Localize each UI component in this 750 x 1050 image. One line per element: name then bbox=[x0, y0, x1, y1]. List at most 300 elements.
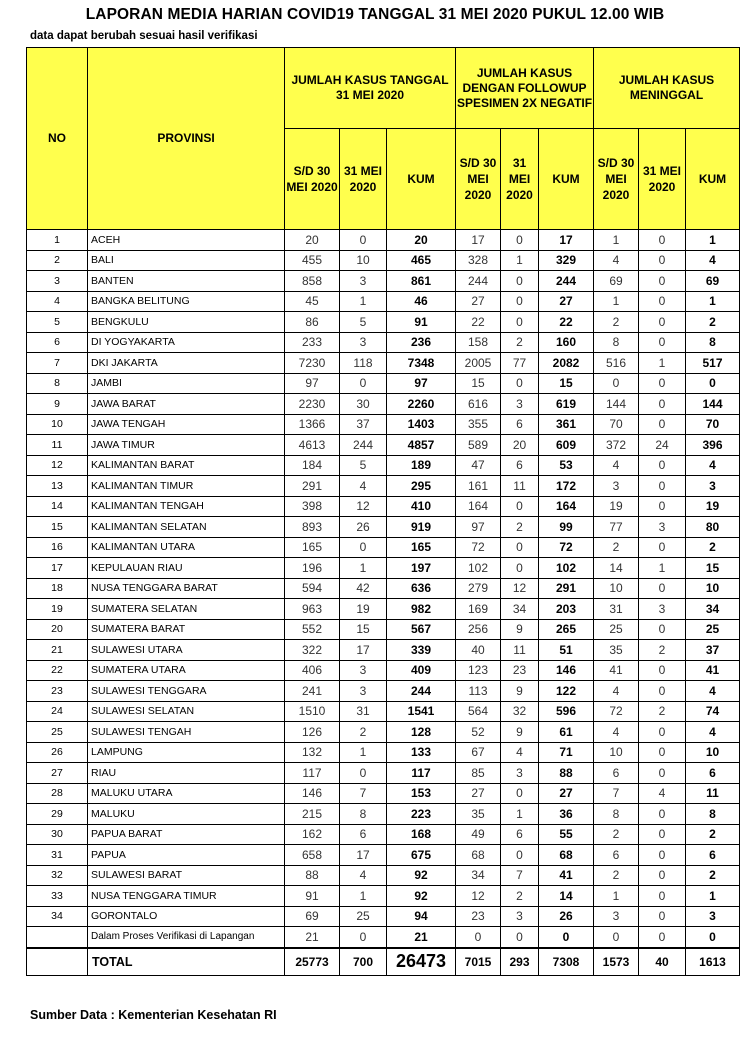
recovered-kum: 596 bbox=[539, 701, 594, 722]
recovered-kum: 99 bbox=[539, 517, 594, 538]
deaths-kum: 10 bbox=[686, 742, 740, 763]
recovered-kum: 53 bbox=[539, 455, 594, 476]
recovered-kum: 27 bbox=[539, 783, 594, 804]
deaths-kum: 2 bbox=[686, 537, 740, 558]
total-cases-day: 700 bbox=[340, 948, 387, 976]
row-no: 31 bbox=[27, 845, 88, 866]
deaths-day: 0 bbox=[639, 230, 686, 251]
row-no: 22 bbox=[27, 660, 88, 681]
deaths-sd: 4 bbox=[594, 722, 639, 743]
recovered-day: 0 bbox=[501, 845, 539, 866]
cases-day: 42 bbox=[340, 578, 387, 599]
deaths-kum: 3 bbox=[686, 906, 740, 927]
cases-sd: 88 bbox=[285, 865, 340, 886]
province-name: KEPULAUAN RIAU bbox=[88, 558, 285, 579]
recovered-kum: 122 bbox=[539, 681, 594, 702]
row-no: 15 bbox=[27, 517, 88, 538]
row-no: 27 bbox=[27, 763, 88, 784]
province-name: PAPUA bbox=[88, 845, 285, 866]
cases-day: 3 bbox=[340, 660, 387, 681]
deaths-sd: 372 bbox=[594, 435, 639, 456]
table-row bbox=[27, 660, 740, 681]
deaths-day: 0 bbox=[639, 537, 686, 558]
recovered-sd: 113 bbox=[456, 681, 501, 702]
cases-day: 19 bbox=[340, 599, 387, 620]
recovered-kum: 102 bbox=[539, 558, 594, 579]
deaths-kum: 4 bbox=[686, 681, 740, 702]
recovered-kum: 329 bbox=[539, 250, 594, 271]
cases-sd: 893 bbox=[285, 517, 340, 538]
recovered-sd: 34 bbox=[456, 865, 501, 886]
cases-kum: 128 bbox=[387, 722, 456, 743]
province-name: NUSA TENGGARA TIMUR bbox=[88, 886, 285, 907]
recovered-kum: 361 bbox=[539, 414, 594, 435]
recovered-kum: 88 bbox=[539, 763, 594, 784]
deaths-sd: 8 bbox=[594, 804, 639, 825]
row-no: 12 bbox=[27, 455, 88, 476]
cases-day: 37 bbox=[340, 414, 387, 435]
deaths-day: 0 bbox=[639, 865, 686, 886]
deaths-sd: 31 bbox=[594, 599, 639, 620]
verification-row bbox=[27, 927, 740, 948]
deaths-kum: 6 bbox=[686, 845, 740, 866]
recovered-sd: 355 bbox=[456, 414, 501, 435]
table-row bbox=[27, 619, 740, 640]
deaths-day: 4 bbox=[639, 783, 686, 804]
recovered-day: 23 bbox=[501, 660, 539, 681]
total-label: TOTAL bbox=[88, 948, 285, 976]
table-row bbox=[27, 742, 740, 763]
table-row bbox=[27, 332, 740, 353]
recovered-sd: 40 bbox=[456, 640, 501, 661]
province-name: KALIMANTAN TENGAH bbox=[88, 496, 285, 517]
deaths-sd: 35 bbox=[594, 640, 639, 661]
total-row bbox=[27, 948, 740, 976]
province-name: DI YOGYAKARTA bbox=[88, 332, 285, 353]
deaths-day: 3 bbox=[639, 517, 686, 538]
deaths-sd: 1 bbox=[594, 291, 639, 312]
deaths-day: 24 bbox=[639, 435, 686, 456]
recovered-sd: 27 bbox=[456, 783, 501, 804]
cases-kum: 97 bbox=[387, 373, 456, 394]
deaths-day: 0 bbox=[639, 373, 686, 394]
province-name: KALIMANTAN SELATAN bbox=[88, 517, 285, 538]
header-cases-day: 31 MEI 2020 bbox=[340, 129, 387, 230]
deaths-sd: 19 bbox=[594, 496, 639, 517]
deaths-sd: 2 bbox=[594, 537, 639, 558]
cases-kum: 465 bbox=[387, 250, 456, 271]
row-no: 33 bbox=[27, 886, 88, 907]
recovered-sd: 169 bbox=[456, 599, 501, 620]
recovered-day: 1 bbox=[501, 250, 539, 271]
deaths-day: 0 bbox=[639, 722, 686, 743]
province-name: PAPUA BARAT bbox=[88, 824, 285, 845]
province-name: KALIMANTAN TIMUR bbox=[88, 476, 285, 497]
header-cases-kum: KUM bbox=[387, 129, 456, 230]
recovered-kum: 61 bbox=[539, 722, 594, 743]
province-name: SULAWESI TENGAH bbox=[88, 722, 285, 743]
row-no: 10 bbox=[27, 414, 88, 435]
deaths-kum: 0 bbox=[686, 927, 740, 948]
province-name: JAMBI bbox=[88, 373, 285, 394]
deaths-day: 1 bbox=[639, 353, 686, 374]
header-provinsi: PROVINSI bbox=[88, 48, 285, 230]
province-name: BANGKA BELITUNG bbox=[88, 291, 285, 312]
cases-kum: 94 bbox=[387, 906, 456, 927]
row-no: 2 bbox=[27, 250, 88, 271]
recovered-day: 20 bbox=[501, 435, 539, 456]
deaths-sd: 3 bbox=[594, 906, 639, 927]
deaths-kum: 2 bbox=[686, 824, 740, 845]
deaths-day: 0 bbox=[639, 291, 686, 312]
recovered-kum: 164 bbox=[539, 496, 594, 517]
deaths-sd: 4 bbox=[594, 250, 639, 271]
cases-sd: 233 bbox=[285, 332, 340, 353]
cases-day: 1 bbox=[340, 291, 387, 312]
cases-day: 0 bbox=[340, 927, 387, 948]
cases-kum: 236 bbox=[387, 332, 456, 353]
recovered-day: 32 bbox=[501, 701, 539, 722]
cases-kum: 133 bbox=[387, 742, 456, 763]
cases-kum: 861 bbox=[387, 271, 456, 292]
deaths-sd: 4 bbox=[594, 455, 639, 476]
recovered-kum: 17 bbox=[539, 230, 594, 251]
cases-day: 3 bbox=[340, 332, 387, 353]
recovered-sd: 35 bbox=[456, 804, 501, 825]
table-row bbox=[27, 230, 740, 251]
deaths-day: 0 bbox=[639, 271, 686, 292]
recovered-kum: 71 bbox=[539, 742, 594, 763]
recovered-kum: 26 bbox=[539, 906, 594, 927]
deaths-sd: 41 bbox=[594, 660, 639, 681]
cases-kum: 4857 bbox=[387, 435, 456, 456]
table-row bbox=[27, 886, 740, 907]
cases-kum: 189 bbox=[387, 455, 456, 476]
recovered-day: 12 bbox=[501, 578, 539, 599]
cases-sd: 91 bbox=[285, 886, 340, 907]
table-body bbox=[27, 230, 740, 976]
province-name: RIAU bbox=[88, 763, 285, 784]
deaths-day: 0 bbox=[639, 845, 686, 866]
deaths-day: 0 bbox=[639, 332, 686, 353]
cases-sd: 455 bbox=[285, 250, 340, 271]
deaths-day: 0 bbox=[639, 927, 686, 948]
recovered-kum: 51 bbox=[539, 640, 594, 661]
recovered-day: 0 bbox=[501, 373, 539, 394]
cases-kum: 92 bbox=[387, 886, 456, 907]
source-note: Sumber Data : Kementerian Kesehatan RI bbox=[30, 1008, 277, 1022]
cases-sd: 658 bbox=[285, 845, 340, 866]
deaths-kum: 15 bbox=[686, 558, 740, 579]
header-deaths-kum: KUM bbox=[686, 129, 740, 230]
recovered-day: 3 bbox=[501, 394, 539, 415]
cases-sd: 165 bbox=[285, 537, 340, 558]
deaths-sd: 70 bbox=[594, 414, 639, 435]
total-recovered-sd: 7015 bbox=[456, 948, 501, 976]
table-row bbox=[27, 455, 740, 476]
cases-sd: 215 bbox=[285, 804, 340, 825]
header-deaths-sd: S/D 30 MEI 2020 bbox=[594, 129, 639, 230]
cases-sd: 322 bbox=[285, 640, 340, 661]
deaths-day: 1 bbox=[639, 558, 686, 579]
recovered-sd: 15 bbox=[456, 373, 501, 394]
recovered-sd: 27 bbox=[456, 291, 501, 312]
deaths-day: 0 bbox=[639, 619, 686, 640]
total-cases-sd: 25773 bbox=[285, 948, 340, 976]
cases-sd: 2230 bbox=[285, 394, 340, 415]
deaths-kum: 0 bbox=[686, 373, 740, 394]
table-header bbox=[27, 48, 740, 230]
deaths-sd: 2 bbox=[594, 312, 639, 333]
table-row bbox=[27, 414, 740, 435]
cases-kum: 168 bbox=[387, 824, 456, 845]
row-no: 28 bbox=[27, 783, 88, 804]
deaths-day: 0 bbox=[639, 742, 686, 763]
row-no: 34 bbox=[27, 906, 88, 927]
deaths-kum: 4 bbox=[686, 455, 740, 476]
cases-sd: 132 bbox=[285, 742, 340, 763]
cases-day: 12 bbox=[340, 496, 387, 517]
deaths-kum: 1 bbox=[686, 230, 740, 251]
table-row bbox=[27, 373, 740, 394]
table-row bbox=[27, 824, 740, 845]
cases-kum: 339 bbox=[387, 640, 456, 661]
cases-sd: 162 bbox=[285, 824, 340, 845]
recovered-sd: 328 bbox=[456, 250, 501, 271]
cases-day: 5 bbox=[340, 312, 387, 333]
table-row bbox=[27, 271, 740, 292]
recovered-day: 7 bbox=[501, 865, 539, 886]
province-name: NUSA TENGGARA BARAT bbox=[88, 578, 285, 599]
deaths-day: 0 bbox=[639, 886, 686, 907]
table-row bbox=[27, 865, 740, 886]
row-no: 24 bbox=[27, 701, 88, 722]
deaths-sd: 0 bbox=[594, 927, 639, 948]
cases-day: 1 bbox=[340, 742, 387, 763]
recovered-sd: 23 bbox=[456, 906, 501, 927]
cases-day: 10 bbox=[340, 250, 387, 271]
province-name: ACEH bbox=[88, 230, 285, 251]
cases-kum: 21 bbox=[387, 927, 456, 948]
cases-sd: 291 bbox=[285, 476, 340, 497]
recovered-sd: 123 bbox=[456, 660, 501, 681]
province-name: MALUKU bbox=[88, 804, 285, 825]
row-no: 4 bbox=[27, 291, 88, 312]
deaths-kum: 3 bbox=[686, 476, 740, 497]
cases-sd: 69 bbox=[285, 906, 340, 927]
province-name: JAWA BARAT bbox=[88, 394, 285, 415]
deaths-day: 0 bbox=[639, 496, 686, 517]
deaths-sd: 2 bbox=[594, 824, 639, 845]
recovered-kum: 291 bbox=[539, 578, 594, 599]
total-cases-kum: 26473 bbox=[387, 948, 456, 976]
recovered-sd: 256 bbox=[456, 619, 501, 640]
deaths-sd: 1 bbox=[594, 886, 639, 907]
recovered-day: 3 bbox=[501, 763, 539, 784]
cases-day: 0 bbox=[340, 537, 387, 558]
cases-day: 1 bbox=[340, 558, 387, 579]
header-group-recovered: JUMLAH KASUS DENGAN FOLLOWUP SPESIMEN 2X NEGATIF bbox=[456, 48, 594, 129]
cases-day: 26 bbox=[340, 517, 387, 538]
header-recovered-kum: KUM bbox=[539, 129, 594, 230]
deaths-kum: 517 bbox=[686, 353, 740, 374]
table-row bbox=[27, 537, 740, 558]
cases-sd: 858 bbox=[285, 271, 340, 292]
deaths-sd: 6 bbox=[594, 845, 639, 866]
deaths-kum: 69 bbox=[686, 271, 740, 292]
table-row bbox=[27, 476, 740, 497]
cases-day: 4 bbox=[340, 865, 387, 886]
row-no: 11 bbox=[27, 435, 88, 456]
cases-day: 8 bbox=[340, 804, 387, 825]
recovered-sd: 72 bbox=[456, 537, 501, 558]
recovered-sd: 279 bbox=[456, 578, 501, 599]
cases-kum: 675 bbox=[387, 845, 456, 866]
deaths-kum: 25 bbox=[686, 619, 740, 640]
deaths-day: 0 bbox=[639, 455, 686, 476]
recovered-sd: 164 bbox=[456, 496, 501, 517]
recovered-kum: 265 bbox=[539, 619, 594, 640]
table-row bbox=[27, 291, 740, 312]
table-row bbox=[27, 640, 740, 661]
header-group-deaths: JUMLAH KASUS MENINGGAL bbox=[594, 48, 740, 129]
recovered-day: 0 bbox=[501, 496, 539, 517]
cases-day: 118 bbox=[340, 353, 387, 374]
deaths-kum: 10 bbox=[686, 578, 740, 599]
deaths-sd: 4 bbox=[594, 681, 639, 702]
deaths-sd: 10 bbox=[594, 578, 639, 599]
cases-kum: 165 bbox=[387, 537, 456, 558]
deaths-kum: 11 bbox=[686, 783, 740, 804]
deaths-kum: 1 bbox=[686, 886, 740, 907]
deaths-day: 0 bbox=[639, 476, 686, 497]
recovered-day: 0 bbox=[501, 312, 539, 333]
deaths-kum: 2 bbox=[686, 312, 740, 333]
deaths-day: 2 bbox=[639, 701, 686, 722]
recovered-sd: 97 bbox=[456, 517, 501, 538]
deaths-sd: 25 bbox=[594, 619, 639, 640]
recovered-sd: 52 bbox=[456, 722, 501, 743]
province-name: SUMATERA SELATAN bbox=[88, 599, 285, 620]
table-row bbox=[27, 701, 740, 722]
cases-sd: 117 bbox=[285, 763, 340, 784]
row-no bbox=[27, 927, 88, 948]
cases-day: 25 bbox=[340, 906, 387, 927]
deaths-kum: 80 bbox=[686, 517, 740, 538]
row-no: 19 bbox=[27, 599, 88, 620]
deaths-day: 0 bbox=[639, 414, 686, 435]
deaths-kum: 34 bbox=[686, 599, 740, 620]
cases-sd: 146 bbox=[285, 783, 340, 804]
recovered-sd: 47 bbox=[456, 455, 501, 476]
recovered-day: 0 bbox=[501, 230, 539, 251]
report-title: LAPORAN MEDIA HARIAN COVID19 TANGGAL 31 MEI 2020 PUKUL 12.00 WIB bbox=[85, 6, 665, 23]
recovered-sd: 22 bbox=[456, 312, 501, 333]
covid-cases-table bbox=[26, 47, 740, 976]
recovered-kum: 244 bbox=[539, 271, 594, 292]
table-row bbox=[27, 353, 740, 374]
recovered-kum: 2082 bbox=[539, 353, 594, 374]
recovered-kum: 609 bbox=[539, 435, 594, 456]
deaths-day: 0 bbox=[639, 681, 686, 702]
cases-day: 3 bbox=[340, 271, 387, 292]
cases-sd: 126 bbox=[285, 722, 340, 743]
cases-sd: 594 bbox=[285, 578, 340, 599]
cases-sd: 184 bbox=[285, 455, 340, 476]
cases-sd: 241 bbox=[285, 681, 340, 702]
recovered-sd: 49 bbox=[456, 824, 501, 845]
table-row bbox=[27, 599, 740, 620]
recovered-day: 0 bbox=[501, 271, 539, 292]
table-row bbox=[27, 763, 740, 784]
deaths-sd: 72 bbox=[594, 701, 639, 722]
deaths-kum: 4 bbox=[686, 250, 740, 271]
province-name: SULAWESI SELATAN bbox=[88, 701, 285, 722]
cases-sd: 4613 bbox=[285, 435, 340, 456]
cases-kum: 409 bbox=[387, 660, 456, 681]
cases-kum: 223 bbox=[387, 804, 456, 825]
recovered-day: 9 bbox=[501, 681, 539, 702]
cases-day: 0 bbox=[340, 230, 387, 251]
cases-sd: 1366 bbox=[285, 414, 340, 435]
recovered-sd: 102 bbox=[456, 558, 501, 579]
recovered-sd: 85 bbox=[456, 763, 501, 784]
deaths-day: 0 bbox=[639, 824, 686, 845]
cases-kum: 1541 bbox=[387, 701, 456, 722]
cases-day: 244 bbox=[340, 435, 387, 456]
deaths-day: 0 bbox=[639, 250, 686, 271]
recovered-kum: 203 bbox=[539, 599, 594, 620]
province-name: KALIMANTAN BARAT bbox=[88, 455, 285, 476]
province-name: Dalam Proses Verifikasi di Lapangan bbox=[88, 927, 285, 948]
province-name: GORONTALO bbox=[88, 906, 285, 927]
province-name: JAWA TENGAH bbox=[88, 414, 285, 435]
recovered-sd: 158 bbox=[456, 332, 501, 353]
cases-day: 17 bbox=[340, 640, 387, 661]
cases-day: 3 bbox=[340, 681, 387, 702]
row-no: 5 bbox=[27, 312, 88, 333]
total-deaths-kum: 1613 bbox=[686, 948, 740, 976]
row-no: 3 bbox=[27, 271, 88, 292]
header-recovered-day: 31 MEI 2020 bbox=[501, 129, 539, 230]
province-name: SULAWESI UTARA bbox=[88, 640, 285, 661]
cases-kum: 1403 bbox=[387, 414, 456, 435]
cases-sd: 1510 bbox=[285, 701, 340, 722]
cases-day: 30 bbox=[340, 394, 387, 415]
cases-day: 0 bbox=[340, 373, 387, 394]
header-deaths-day: 31 MEI 2020 bbox=[639, 129, 686, 230]
row-no: 14 bbox=[27, 496, 88, 517]
cases-day: 17 bbox=[340, 845, 387, 866]
recovered-day: 77 bbox=[501, 353, 539, 374]
row-no: 16 bbox=[27, 537, 88, 558]
table-row bbox=[27, 722, 740, 743]
deaths-kum: 2 bbox=[686, 865, 740, 886]
deaths-kum: 70 bbox=[686, 414, 740, 435]
cases-sd: 963 bbox=[285, 599, 340, 620]
row-no: 20 bbox=[27, 619, 88, 640]
province-name: SUMATERA UTARA bbox=[88, 660, 285, 681]
deaths-sd: 7 bbox=[594, 783, 639, 804]
header-cases-sd: S/D 30 MEI 2020 bbox=[285, 129, 340, 230]
recovered-kum: 0 bbox=[539, 927, 594, 948]
row-no: 17 bbox=[27, 558, 88, 579]
table-row bbox=[27, 394, 740, 415]
recovered-day: 11 bbox=[501, 640, 539, 661]
recovered-day: 11 bbox=[501, 476, 539, 497]
deaths-day: 0 bbox=[639, 394, 686, 415]
deaths-sd: 2 bbox=[594, 865, 639, 886]
